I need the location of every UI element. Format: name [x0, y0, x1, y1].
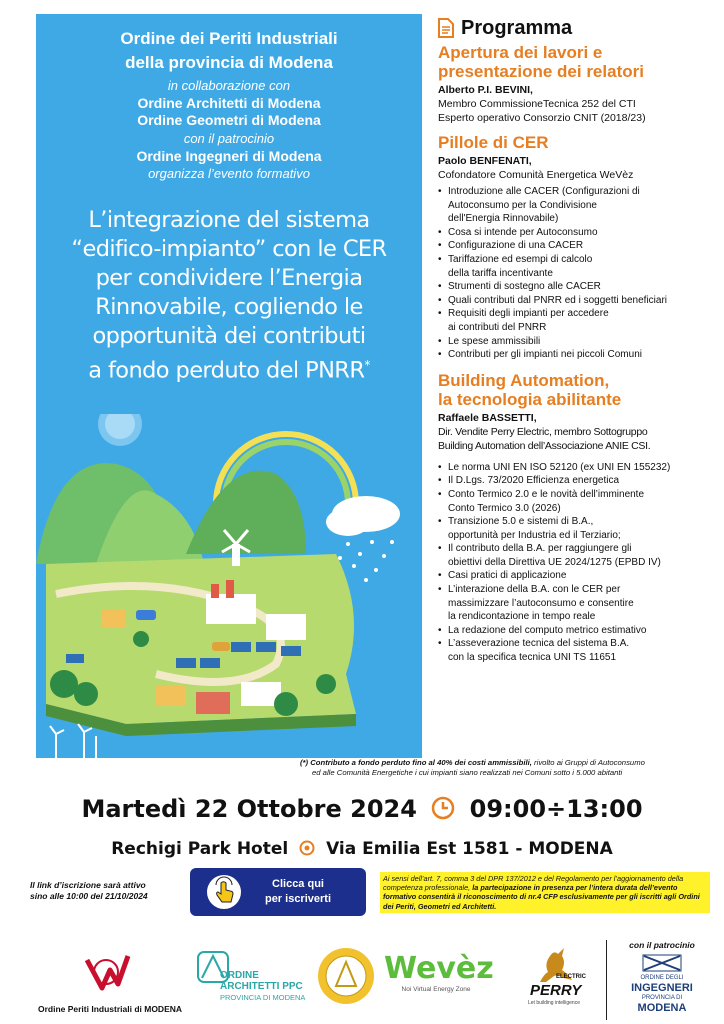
list-item: • Requisiti degli impianti per accedere ai contributi del PNRR	[438, 307, 708, 334]
list-item: • Configurazione di una CACER	[438, 239, 708, 253]
topic-list	[438, 185, 708, 362]
list-item: • Contributi per gli impianti nei piccoli Comuni	[438, 348, 708, 362]
logo-divider	[606, 940, 607, 1020]
organizer-line2: della provincia di Modena	[125, 53, 333, 72]
location-pin-icon	[299, 840, 315, 856]
green-town-illustration	[36, 414, 422, 758]
organizer-line1: Ordine dei Periti Industriali	[120, 29, 338, 48]
patronage-text: con il patrocinio	[183, 131, 275, 146]
wind-turbine-icon	[50, 724, 96, 758]
event-title-line: “edifico-impianto” con le CER	[71, 236, 387, 262]
date-time	[0, 794, 724, 824]
register-button[interactable]	[190, 868, 366, 916]
event-title-line: a fondo perduto del PNRR*	[88, 357, 370, 384]
program-section	[438, 43, 708, 125]
speaker-role: Esperto operativo Consorzio CNIT (2018/23)	[438, 112, 646, 124]
event-time: 09:00÷13:00	[469, 795, 643, 823]
event-title	[42, 206, 416, 386]
event-title-line: L’integrazione del sistema	[88, 207, 370, 233]
list-item: • Casi pratici di applicazione	[438, 569, 708, 583]
speaker-role: Membro CommissioneTecnica 252 del CTI	[438, 98, 636, 110]
list-item: • Quali contributi dal PNRR ed i soggetti beneficiari	[438, 294, 708, 308]
list-item: • Conto Termico 2.0 e le novità dell’imminente Conto Termico 3.0 (2026)	[438, 488, 708, 515]
event-title-line: Rinnovabile, cogliendo le	[95, 294, 363, 320]
speaker-name: Alberto P.I. BEVINI,	[438, 84, 533, 96]
pnrr-footnote: (*) Contributo a fondo perduto fino al 40% dei costi ammissibili, rivolto ai Gruppi di Autoconsumo ed alle Comunità Energetiche i cui impianti siano realizzati nei Comuni sotto i 5.000 abitanti	[300, 758, 645, 777]
venue	[0, 838, 724, 860]
list-item: • La redazione del computo metrico estimativo	[438, 624, 708, 638]
periti-logo-icon	[82, 950, 132, 994]
speaker-name: Paolo BENFENATI,	[438, 155, 532, 167]
speaker-role: Cofondatore Comunità Energetica WeVèz	[438, 169, 634, 181]
logo-ingegneri: con il patrocinio ORDINE DEGLI INGEGNERI PROVINCIA DI MODENA	[629, 940, 695, 1014]
logo-perry: ELECTRIC PERRY Let building intelligence	[528, 944, 598, 1014]
event-title-line: per condividere l’Energia	[95, 265, 363, 291]
list-item: • Cosa si intende per Autoconsumo	[438, 226, 708, 240]
logo-architetti: ORDINE ARCHITETTI PPC PROVINCIA DI MODENA	[188, 950, 308, 1020]
program-heading	[438, 16, 708, 40]
logos-strip	[0, 940, 724, 1024]
event-date: Martedì 22 Ottobre 2024	[81, 795, 417, 823]
topic-list	[438, 461, 708, 665]
collab-text: in collaborazione con	[167, 78, 291, 93]
speaker-role: Building Automation dell’Associazione ANIE CSI.	[438, 439, 651, 452]
document-icon	[438, 18, 454, 38]
list-item: • L’asseverazione tecnica del sistema B.A. con la specifica tecnica UNI TS 11651	[438, 637, 708, 664]
list-item: • Il D.Lgs. 73/2020 Efficienza energetica	[438, 474, 708, 488]
ingegneri-logo-icon	[642, 954, 682, 972]
list-item: • Le norma UNI EN ISO 52120 (ex UNI EN 155232)	[438, 461, 708, 475]
registration-note: Il link d’iscrizione sarà attivo sino alle 10:00 del 21/10/2024	[30, 880, 148, 901]
program-heading-text: Programma	[461, 17, 573, 39]
program-section	[438, 371, 708, 665]
section-title: Pillole di CER	[438, 133, 549, 152]
list-item: • Introduzione alle CACER (Configurazioni di Autoconsumo per la Condivisione dell'Energia Rinnovabile)	[438, 185, 708, 226]
register-button-label: Clicca qui	[272, 878, 324, 890]
register-button-label: per iscriverti	[264, 893, 332, 905]
speaker-role: Dir. Vendite Perry Electric, membro Sottogruppo	[438, 425, 648, 438]
section-title: la tecnologia abilitante	[438, 389, 622, 409]
venue-address: Via Emilia Est 1581 - MODENA	[326, 839, 613, 859]
tap-hand-icon	[206, 874, 242, 910]
logo-geometri	[316, 946, 380, 1010]
organizes-text: organizza l’evento formativo	[148, 166, 310, 181]
logo-periti: Ordine Periti Industriali di MODENA	[30, 944, 190, 1022]
list-item: • Strumenti di sostegno alle CACER	[438, 280, 708, 294]
program-column	[438, 16, 708, 665]
list-item: • L’interazione della B.A. con le CER per massimizzare l’autoconsumo e consentire la rendicontazione in tempo reale	[438, 583, 708, 624]
cfp-notice: Ai sensi dell’art. 7, comma 3 del DPR 137/2012 e del Regolamento per l’aggiornamento della competenza professionale, la partecipazione in presenza per l’intera durata dell’evento formativo consentirà il riconoscimento di nr.4 CFP esclusivamente per gli iscritti agli Ordini dei Periti, Geometri ed Architetti.	[380, 872, 710, 913]
section-title: presentazione dei relatori	[438, 62, 644, 81]
section-title: Building Automation,	[438, 370, 610, 390]
logo-wevez: Wevèz Noi Virtual Energy Zone	[384, 951, 494, 993]
clock-icon	[431, 796, 455, 820]
speaker-name: Raffaele BASSETTI,	[438, 411, 537, 424]
program-section	[438, 133, 708, 362]
partner-architetti: Ordine Architetti di Modena	[137, 95, 321, 111]
list-item: • Tariffazione ed esempi di calcolo della tariffa incentivante	[438, 253, 708, 280]
event-title-line: opportunità dei contributi	[92, 323, 366, 349]
footnote-mark: *	[364, 358, 370, 372]
geometri-seal-icon	[316, 946, 376, 1006]
event-panel	[36, 14, 422, 758]
section-title: Apertura dei lavori e	[438, 43, 603, 62]
venue-name: Rechigi Park Hotel	[111, 839, 289, 859]
partner-ingegneri: Ordine Ingegneri di Modena	[136, 148, 322, 164]
list-item: • Il contributo della B.A. per raggiungere gli obiettivi della Direttiva UE 2024/1275 (EPBD IV)	[438, 542, 708, 569]
sun-icon	[98, 414, 142, 446]
list-item: • Le spese ammissibili	[438, 335, 708, 349]
partner-geometri: Ordine Geometri di Modena	[137, 112, 321, 128]
list-item: • Transizione 5.0 e sistemi di B.A., opportunità per Industria ed il Terziario;	[438, 515, 708, 542]
